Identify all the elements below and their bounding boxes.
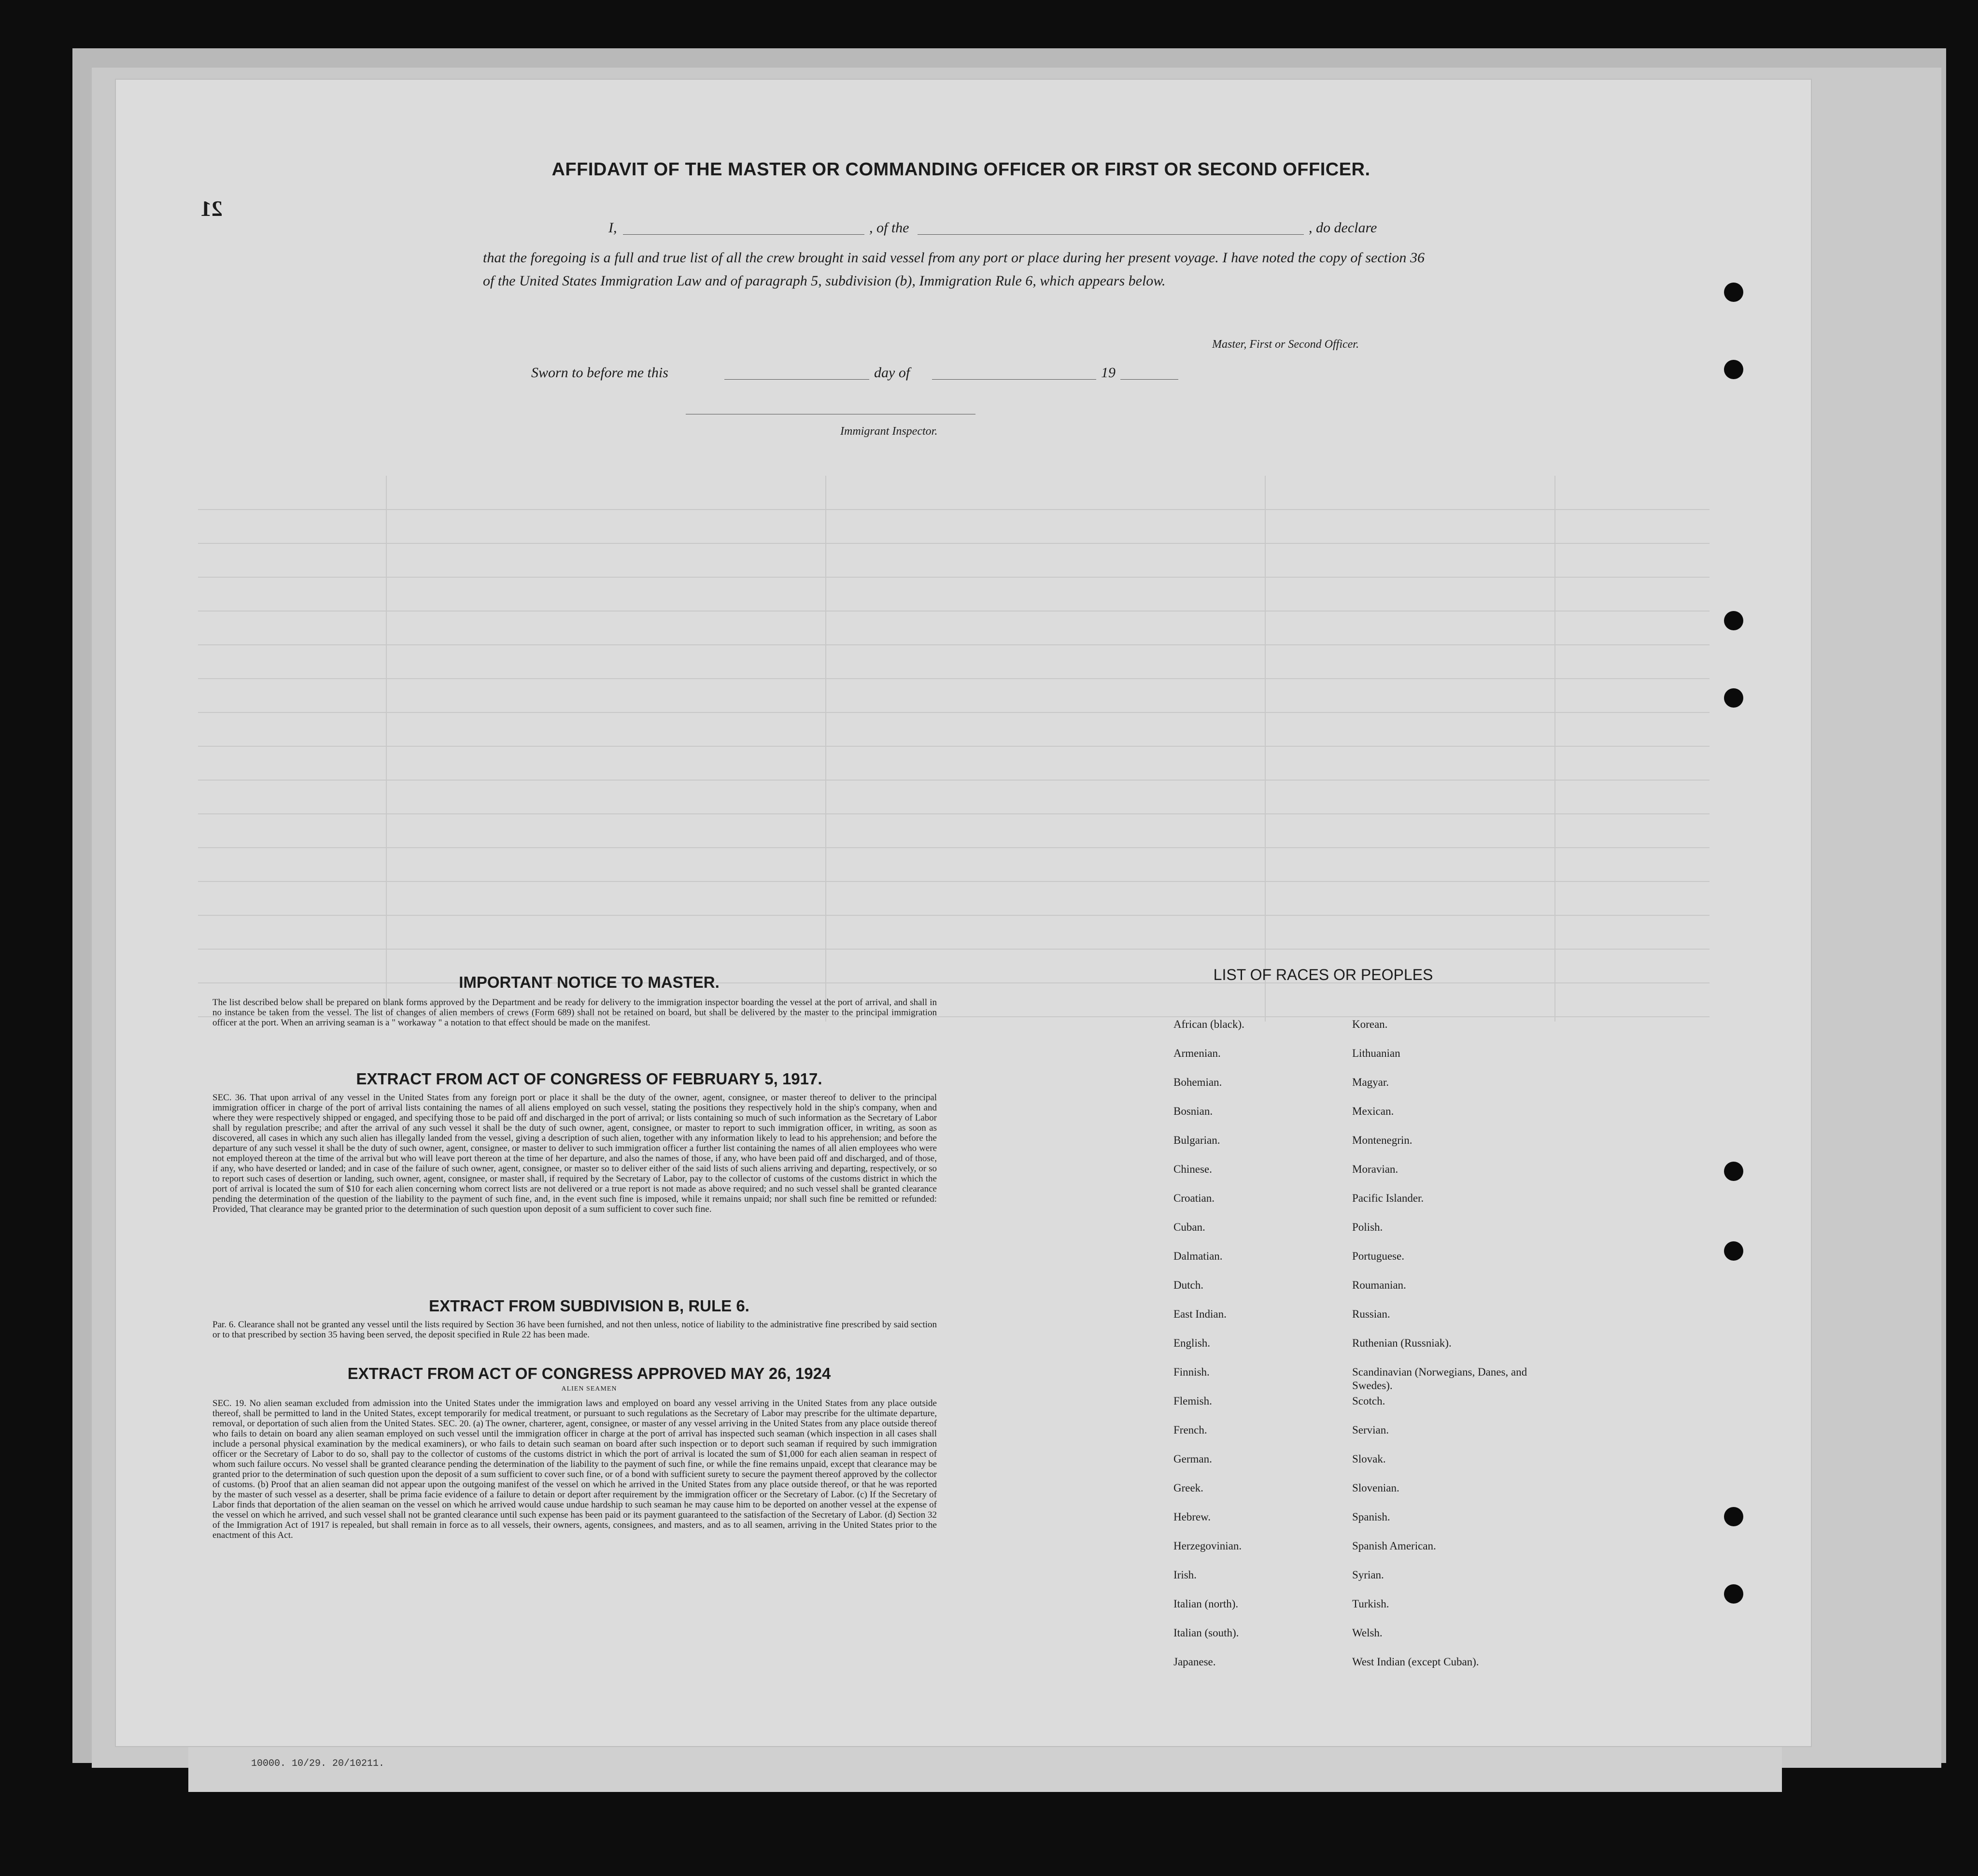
- race-item: Magyar.: [1352, 1076, 1389, 1088]
- affidavit-title: AFFIDAVIT OF THE MASTER OR COMMANDING OFFICER OR FIRST OR SECOND OFFICER.: [551, 159, 1370, 180]
- affidavit-i-label: I,: [608, 220, 617, 236]
- race-item: Mexican.: [1352, 1105, 1394, 1117]
- race-item: Finnish.: [1173, 1366, 1210, 1378]
- race-item: Slovenian.: [1352, 1482, 1399, 1494]
- race-item: Spanish.: [1352, 1511, 1390, 1523]
- punch-hole: [1724, 1507, 1743, 1526]
- races-title: LIST OF RACES OR PEOPLES: [1213, 966, 1433, 983]
- race-item: Portuguese.: [1352, 1250, 1404, 1262]
- race-item: Russian.: [1352, 1308, 1390, 1320]
- sworn-prefix: Sworn to before me this: [531, 365, 668, 381]
- race-item: Italian (south).: [1173, 1627, 1239, 1639]
- punch-hole: [1724, 1162, 1743, 1181]
- notice-title: IMPORTANT NOTICE TO MASTER.: [459, 973, 720, 991]
- affidavit-body: that the foregoing is a full and true list of all the crew brought in said vessel from any port or place during her present voyage. I have noted the copy of section 36 of the United States Immigration Law and of paragraph 5, subdivision (b), Immigration Rule 6, which appears below.: [483, 250, 1425, 289]
- affidavit-do-declare: , do declare: [1309, 220, 1377, 236]
- master-signature-label: Master, First or Second Officer.: [1212, 338, 1359, 351]
- race-item: Chinese.: [1173, 1163, 1212, 1175]
- notice-body: The list described below shall be prepared on blank forms approved by the Department and be ready for delivery to the immigration inspector boarding the vessel at the port of arrival, and shall in no instance be taken from the vessel. The list of changes of alien members of crews (Form 689) shall not be retained on board, but shall be delivered by the master to the principal immigration officer at the port. When an arriving seaman is a " workaway " a notation to that effect should be made on the manifest.: [212, 997, 937, 1028]
- race-item: Pacific Islander.: [1352, 1192, 1424, 1204]
- extract-1917-title: EXTRACT FROM ACT OF CONGRESS OF FEBRUARY 5, 1917.: [356, 1070, 822, 1088]
- race-item: French.: [1173, 1424, 1207, 1436]
- race-item: Bohemian.: [1173, 1076, 1222, 1088]
- punch-hole: [1724, 360, 1743, 379]
- race-item: Scotch.: [1352, 1395, 1385, 1407]
- race-item: Bulgarian.: [1173, 1134, 1220, 1146]
- race-item: Cuban.: [1173, 1221, 1205, 1233]
- race-item: Italian (north).: [1173, 1598, 1239, 1610]
- punch-hole: [1724, 283, 1743, 302]
- race-item: Spanish American.: [1352, 1540, 1436, 1552]
- race-item: Korean.: [1352, 1018, 1388, 1030]
- race-item: Montenegrin.: [1352, 1134, 1413, 1146]
- sworn-day-blank: [724, 379, 869, 380]
- race-item: Scandinavian (Norwegians, Danes, and Swedes).: [1352, 1366, 1527, 1392]
- race-item: English.: [1173, 1337, 1211, 1349]
- race-item: Servian.: [1352, 1424, 1389, 1436]
- race-item: Moravian.: [1352, 1163, 1399, 1175]
- race-item: Croatian.: [1173, 1192, 1215, 1204]
- affidavit-of-the-label: , of the: [869, 220, 909, 236]
- punch-hole: [1724, 688, 1743, 708]
- sworn-month-blank: [932, 379, 1096, 380]
- race-item: African (black).: [1173, 1018, 1244, 1030]
- name-blank: [623, 234, 864, 235]
- race-item: German.: [1173, 1453, 1212, 1465]
- punch-hole: [1724, 1241, 1743, 1261]
- race-item: Hebrew.: [1173, 1511, 1211, 1523]
- race-item: Irish.: [1173, 1569, 1197, 1581]
- inspector-signature-label: Immigrant Inspector.: [840, 425, 938, 438]
- race-item: Dalmatian.: [1173, 1250, 1223, 1262]
- sworn-year-blank: [1120, 379, 1178, 380]
- race-item: East Indian.: [1173, 1308, 1227, 1320]
- race-item: Syrian.: [1352, 1569, 1384, 1581]
- race-item: Roumanian.: [1352, 1279, 1406, 1291]
- page-number: 21: [200, 196, 223, 221]
- races-col2: [1352, 1018, 1555, 1684]
- race-item: Slovak.: [1352, 1453, 1386, 1465]
- extract-rule6-title: EXTRACT FROM SUBDIVISION B, RULE 6.: [429, 1297, 749, 1315]
- sworn-day-of: day of: [874, 365, 910, 381]
- punch-hole: [1724, 1584, 1743, 1604]
- race-item: Ruthenian (Russniak).: [1352, 1337, 1452, 1349]
- race-item: Japanese.: [1173, 1656, 1216, 1668]
- form-sheet: [116, 80, 1811, 1746]
- vessel-blank: [918, 234, 1304, 235]
- extract-1924-subtitle: ALIEN SEAMEN: [561, 1385, 617, 1393]
- extract-1924-body: SEC. 19. No alien seaman excluded from admission into the United States under the immigration laws and employed on board any vessel arriving in the United States from any place outside thereof, shall be permitted to land in the United States, except temporarily for medical treatment, or pursuant to such regulations as the Secretary of Labor may prescribe for the ultimate departure, removal, or deportation of such alien from the United States. SEC. 20. (a) The owner, charterer, agent, consignee, or master of any vessel arriving in the United States from any place outside thereof who fails to detain on board any alien seaman employed on such vessel until the immigration officer in charge at the port of arrival has inspected such seaman (which inspection in all cases shall include a personal physical examination by the medical examiners), or who fails to detain such seaman on board after such inspection or to deport such seaman if required by such immigration officer or the Secretary of Labor to do so, shall pay to the collector of customs of the customs district in which the port of arrival is located the sum of $1,000 for each alien seaman in respect of whom such failure occurs. No vessel shall be granted clearance pending the determination of the liability to the payment of such fine, or while the fine remains unpaid, except that clearance may be granted prior to the determination of such question upon the deposit of a sum sufficient to cover such fine, or of a bond with sufficient surety to secure the payment thereof approved by the collector of customs. (b) Proof that an alien seaman did not appear upon the outgoing manifest of the vessel on which he arrived in the United States from any place outside thereof, or that he was reported by the master of such vessel as a deserter, shall be prima facie evidence of a failure to detain or deport after requirement by the immigration officer or the Secretary of Labor. (c) If the Secretary of Labor finds that deportation of the alien seaman on the vessel on which he arrived would cause undue hardship to such seaman he may cause him to be deported on another vessel at the expense of the vessel on which he arrived, and such vessel shall not be granted clearance until such expense has been paid or its payment guaranteed to the satisfaction of the Secretary of Labor. (d) Section 32 of the Immigration Act of 1917 is repealed, but shall remain in force as to all vessels, their owners, agents, consignees, and masters, and as to all seamen, arriving in the United States prior to the enactment of this Act.: [212, 1398, 937, 1540]
- race-item: Flemish.: [1173, 1395, 1212, 1407]
- race-item: Dutch.: [1173, 1279, 1203, 1291]
- races-col1: [1173, 1018, 1244, 1684]
- footer-code: 10000. 10/29. 20/10211.: [251, 1758, 385, 1769]
- extract-1924-title: EXTRACT FROM ACT OF CONGRESS APPROVED MAY 26, 1924: [347, 1364, 831, 1382]
- race-item: Lithuanian: [1352, 1047, 1400, 1059]
- race-item: West Indian (except Cuban).: [1352, 1656, 1479, 1668]
- punch-hole: [1724, 611, 1743, 630]
- race-item: Bosnian.: [1173, 1105, 1213, 1117]
- extract-rule6-body: Par. 6. Clearance shall not be granted any vessel until the lists required by Section 36 have been furnished, and not then unless, notice of liability to the administrative fine prescribed by said section or to that prescribed by section 35 having been served, the deposit specified in Rule 22 has been made.: [212, 1320, 937, 1340]
- race-item: Greek.: [1173, 1482, 1203, 1494]
- race-item: Polish.: [1352, 1221, 1383, 1233]
- race-item: Turkish.: [1352, 1598, 1389, 1610]
- sworn-year: 19: [1101, 365, 1116, 381]
- sworn-line: [531, 365, 668, 381]
- race-item: Welsh.: [1352, 1627, 1383, 1639]
- race-item: Herzegovinian.: [1173, 1540, 1242, 1552]
- extract-1917-body: SEC. 36. That upon arrival of any vessel in the United States from any foreign port or place it shall be the duty of the owner, agent, consignee, or master thereof to deliver to the principal immigration officer in charge of the port of arrival lists containing the names of all aliens employed on such vessel, stating the positions they respectively hold in the ship's company, when and where they were respectively shipped or engaged, and specifying those to be paid off and discharged in the port of arrival; or lists containing so much of such information as the Secretary of Labor shall by regulation prescribe; and after the arrival of any such vessel it shall be the duty of such owner, agent, consignee, or master to report to such immigration officer, in writing, as soon as discovered, all cases in which any such alien has illegally landed from the vessel, giving a description of such alien, together with any information likely to lead to his apprehension; and before the departure of any such vessel it shall be the duty of such owner, agent, consignee, or master to deliver to such immigration officer a further list containing the names of all alien employees who were not employed thereon at the time of the arrival but who will leave port thereon at the time of her departure, and also the names of those, if any, who have been paid off and discharged, and of those, if any, who have deserted or landed; and in case of the failure of such owner, agent, consignee, or master so to deliver either of the said lists of such aliens arriving and departing, respectively, or so to report such cases of desertion or landing, such owner, agent, consignee, or master shall, if required by the Secretary of Labor, pay to the collector of customs of the customs district in which the port of arrival is located the sum of $10 for each alien concerning whom correct lists are not delivered or a true report is not made as above required; and no such vessel shall be granted clearance pending the determination of the question of the liability to the payment of such fine, and, in the event such fine is imposed, while it remains unpaid; nor shall such fine be remitted or refunded: Provided, That clearance may be granted prior to the determination of such question upon deposit of a sum sufficient to cover such fine.: [212, 1093, 937, 1214]
- race-item: Armenian.: [1173, 1047, 1221, 1059]
